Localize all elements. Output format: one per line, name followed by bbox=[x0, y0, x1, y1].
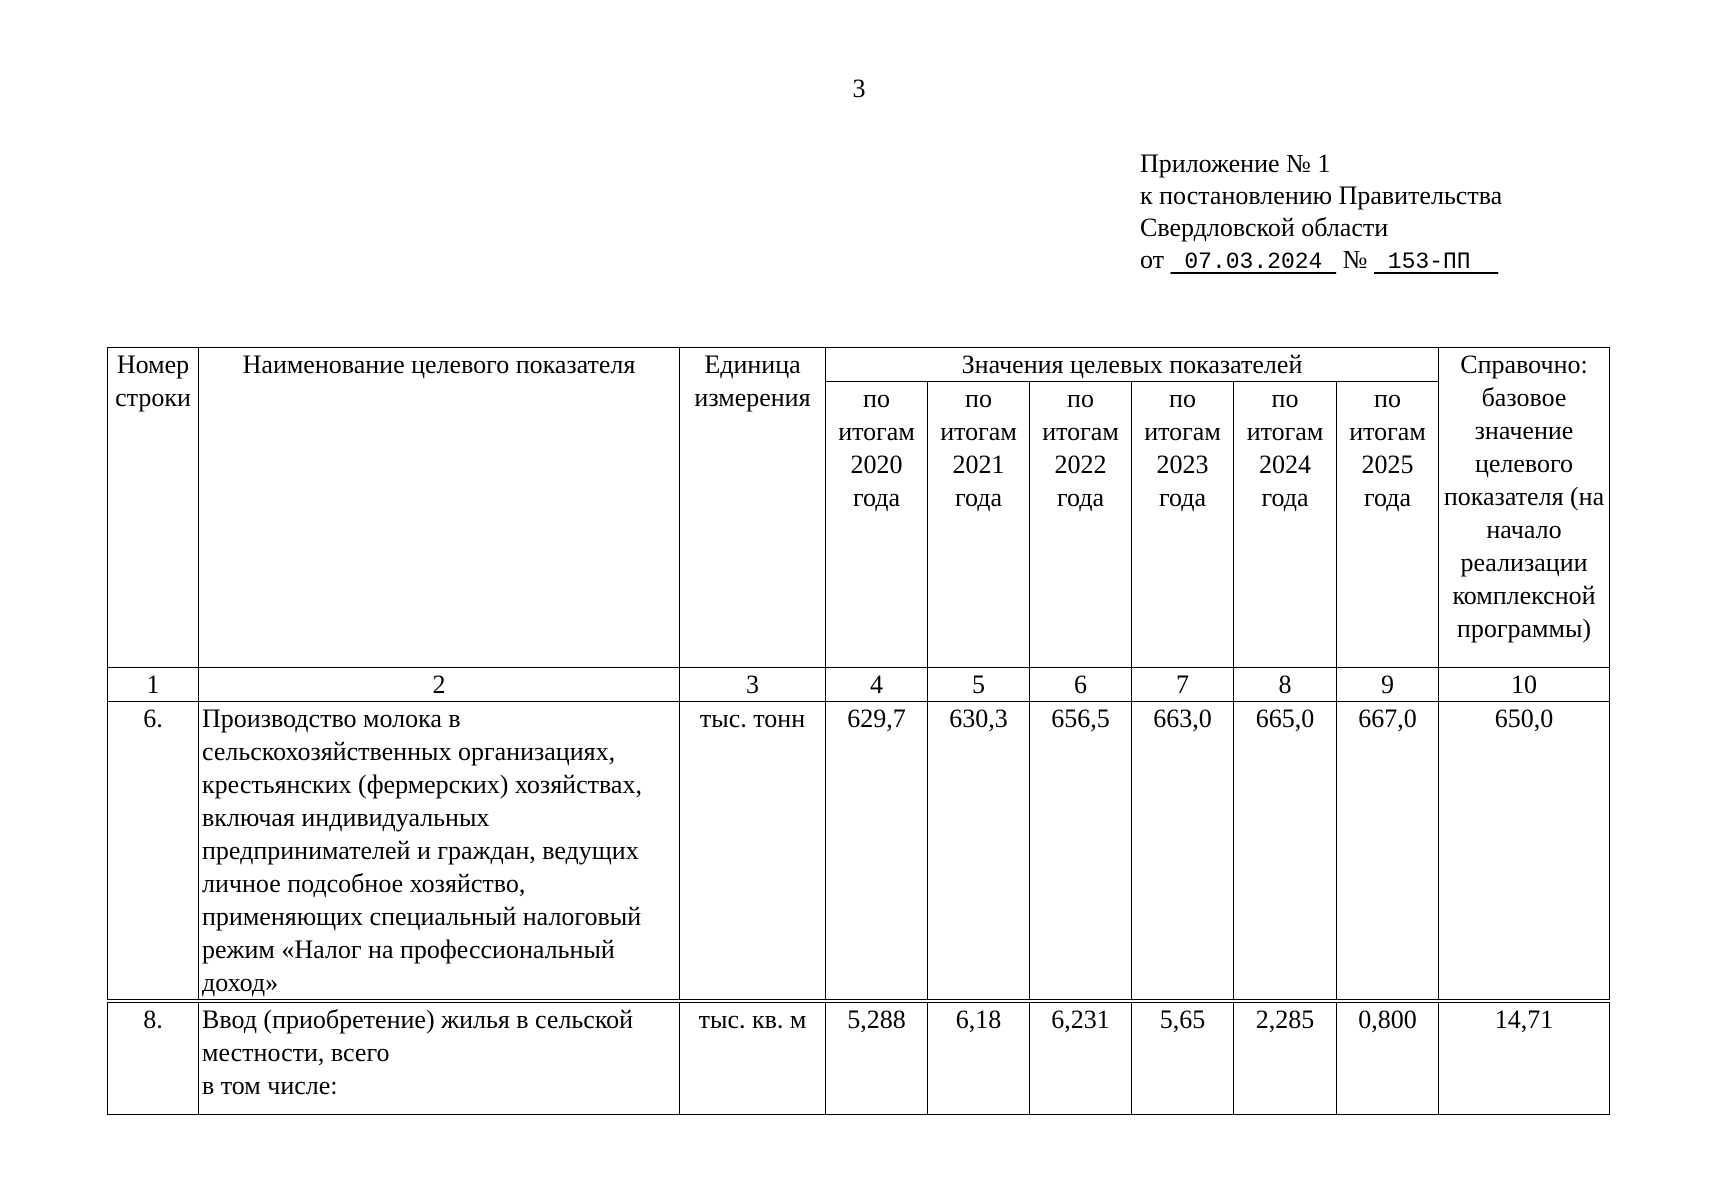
appendix-from-label: от bbox=[1140, 245, 1165, 274]
appendix-number-sign: № bbox=[1342, 245, 1368, 274]
header-reference: Справочно: базовое значение целевого показателя (на начало реализации комплексной программы) bbox=[1439, 348, 1610, 668]
appendix-number: 153-ПП bbox=[1373, 249, 1499, 275]
indicator-name-line: в том числе: bbox=[202, 1071, 338, 1100]
header-year-2020: по итогам 2020 года bbox=[826, 382, 928, 668]
column-number: 2 bbox=[199, 668, 680, 702]
value-2025: 0,800 bbox=[1337, 1001, 1439, 1114]
table-row bbox=[108, 702, 1610, 1002]
header-year-2024: по итогам 2024 года bbox=[1234, 382, 1337, 668]
row-number: 8. bbox=[108, 1001, 199, 1114]
value-2024: 665,0 bbox=[1234, 702, 1337, 1002]
target-indicators-table bbox=[107, 347, 1610, 1115]
column-number: 5 bbox=[928, 668, 1030, 702]
column-numbers-row bbox=[108, 668, 1610, 702]
value-2022: 656,5 bbox=[1030, 702, 1132, 1002]
appendix-title: Приложение № 1 bbox=[1140, 149, 1331, 178]
header-row-1 bbox=[108, 348, 1610, 382]
appendix-date: 07.03.2024 bbox=[1170, 249, 1337, 275]
value-2023: 5,65 bbox=[1132, 1001, 1234, 1114]
column-number: 3 bbox=[680, 668, 826, 702]
appendix-date-line bbox=[1140, 244, 1502, 278]
value-2024: 2,285 bbox=[1234, 1001, 1337, 1114]
row-number: 6. bbox=[108, 702, 199, 1002]
value-2021: 6,18 bbox=[928, 1001, 1030, 1114]
indicator-unit: тыс. тонн bbox=[680, 702, 826, 1002]
base-value: 650,0 bbox=[1439, 702, 1610, 1002]
table-row bbox=[108, 1001, 1610, 1114]
header-year-2022: по итогам 2022 года bbox=[1030, 382, 1132, 668]
header-unit: Единица измерения bbox=[680, 348, 826, 668]
value-2020: 5,288 bbox=[826, 1001, 928, 1114]
indicator-unit: тыс. кв. м bbox=[680, 1001, 826, 1114]
appendix-block bbox=[1140, 148, 1502, 278]
column-number: 6 bbox=[1030, 668, 1132, 702]
header-row-number: Номер строки bbox=[108, 348, 199, 668]
column-number: 10 bbox=[1439, 668, 1610, 702]
header-values-group: Значения целевых показателей bbox=[826, 348, 1439, 382]
header-year-2023: по итогам 2023 года bbox=[1132, 382, 1234, 668]
page-number: 3 bbox=[852, 74, 866, 103]
column-number: 9 bbox=[1337, 668, 1439, 702]
header-year-2021: по итогам 2021 года bbox=[928, 382, 1030, 668]
header-indicator-name: Наименование целевого показателя bbox=[199, 348, 680, 668]
value-2022: 6,231 bbox=[1030, 1001, 1132, 1114]
column-number: 8 bbox=[1234, 668, 1337, 702]
appendix-region: Свердловской области bbox=[1140, 213, 1389, 242]
column-number: 1 bbox=[108, 668, 199, 702]
indicator-name: Производство молока в сельскохозяйственных организациях, крестьянских (фермерских) хозяйствах, включая индивидуальных предпринимателей и граждан, ведущих личное подсобное хозяйство, применяющих специальный налоговый режим «Налог на профессиональный доход» bbox=[199, 702, 680, 1002]
column-number: 7 bbox=[1132, 668, 1234, 702]
header-year-2025: по итогам 2025 года bbox=[1337, 382, 1439, 668]
value-2021: 630,3 bbox=[928, 702, 1030, 1002]
appendix-resolution: к постановлению Правительства bbox=[1140, 181, 1503, 210]
indicator-name-line: Ввод (приобретение) жилья в сельской местности, всего bbox=[202, 1005, 634, 1067]
base-value: 14,71 bbox=[1439, 1001, 1610, 1114]
value-2025: 667,0 bbox=[1337, 702, 1439, 1002]
indicator-name bbox=[199, 1001, 680, 1114]
value-2023: 663,0 bbox=[1132, 702, 1234, 1002]
column-number: 4 bbox=[826, 668, 928, 702]
value-2020: 629,7 bbox=[826, 702, 928, 1002]
